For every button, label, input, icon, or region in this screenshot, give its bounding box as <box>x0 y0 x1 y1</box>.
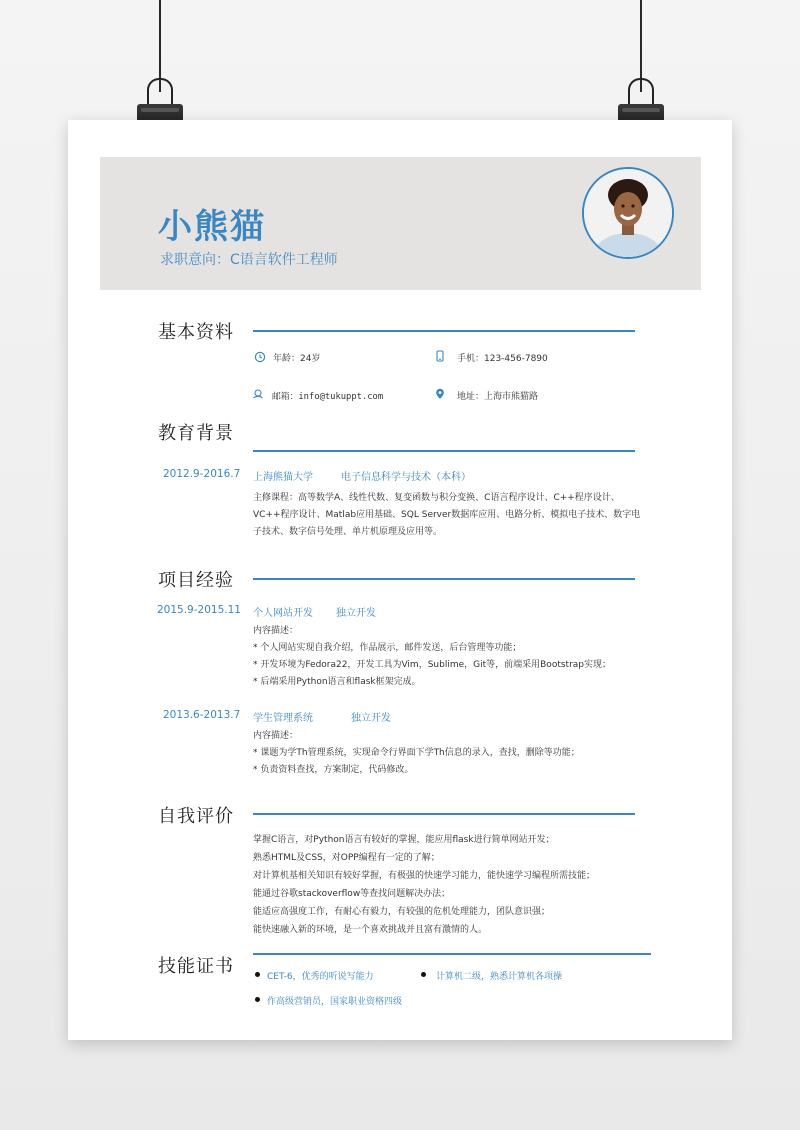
project-description-line: * 开发环境为Fedora22，开发工具为Vim，Sublime，Git等，前端采用Bootstrap实现； <box>253 660 611 670</box>
project-description-line: * 个人网站实现自我介绍，作品展示，邮件发送，后台管理等功能； <box>253 643 522 653</box>
phone-text: 手机：123-456-7890 <box>457 354 548 364</box>
section-divider-skills <box>253 953 651 955</box>
project-description-line: 内容描述： <box>253 731 299 741</box>
section-divider-education <box>253 450 635 452</box>
education-courses-line-3: 子技术、数字信号处理、单片机原理及应用等。 <box>253 527 443 537</box>
project-date: 2013.6-2013.7 <box>163 709 241 721</box>
address-text: 地址：上海市熊猫路 <box>457 392 539 402</box>
section-title-self-evaluation: 自我评价 <box>158 806 234 827</box>
resume-paper <box>68 120 732 1040</box>
project-role: 独立开发 <box>351 713 391 724</box>
project-name: 个人网站开发 <box>253 608 313 619</box>
project-description-line: * 课题为学Th管理系统，实现命令行界面下学Th信息的录入，查找，删除等功能； <box>253 748 580 758</box>
skill-bullet <box>421 972 426 977</box>
section-title-education: 教育背景 <box>158 423 234 444</box>
project-description-line: * 负责资料查找，方案制定，代码修改。 <box>253 765 414 775</box>
email-text: 邮箱：info@tukuppt.com <box>272 392 384 402</box>
project-date: 2015.9-2015.11 <box>157 604 241 616</box>
self-evaluation-line: 能适应高强度工作，有耐心有毅力，有较强的危机处理能力，团队意识强； <box>253 907 551 917</box>
section-divider-basic <box>253 330 635 332</box>
skill-item: 计算机二级，熟悉计算机各项操 <box>436 972 563 982</box>
email-icon <box>252 388 264 400</box>
education-courses-line-1: 主修课程：高等数学A、线性代数、复变函数与积分变换、C语言程序设计、C++程序设计、 <box>253 493 620 503</box>
project-description-line: * 后端采用Python语言和flask框架完成。 <box>253 677 421 687</box>
project-description-line: 内容描述： <box>253 626 299 636</box>
section-title-projects: 项目经验 <box>158 570 234 591</box>
section-title-basic: 基本资料 <box>158 322 234 343</box>
self-evaluation-line: 熟悉HTML及CSS，对OPP编程有一定的了解； <box>253 853 440 863</box>
section-title-skills: 技能证书 <box>158 956 234 977</box>
skill-bullet <box>255 997 260 1002</box>
skill-item: CET-6，优秀的听说写能力 <box>267 972 374 982</box>
self-evaluation-line: 能通过谷歌stackoverflow等查找问题解决办法； <box>253 889 451 899</box>
job-intent: 求职意向：C语言软件工程师 <box>160 252 338 268</box>
candidate-name: 小熊猫 <box>158 207 266 247</box>
clock-icon <box>254 351 266 363</box>
self-evaluation-line: 能快速融入新的环境，是一个喜欢挑战并且富有激情的人。 <box>253 925 488 935</box>
project-role: 独立开发 <box>336 608 376 619</box>
section-divider-self-evaluation <box>253 813 635 815</box>
self-evaluation-line: 掌握C语言，对Python语言有较好的掌握，能应用flask进行简单网站开发； <box>253 835 555 845</box>
education-major: 电子信息科学与技术（本科） <box>341 472 471 483</box>
education-school: 上海熊猫大学 <box>253 472 313 483</box>
self-evaluation-line: 对计算机基相关知识有较好掌握，有极强的快速学习能力，能快速学习编程所需技能； <box>253 871 596 881</box>
avatar-portrait-icon <box>584 169 672 257</box>
avatar <box>582 167 674 259</box>
section-divider-projects <box>253 578 635 580</box>
project-name: 学生管理系统 <box>253 713 313 724</box>
education-date: 2012.9-2016.7 <box>163 468 241 480</box>
age-text: 年龄：24岁 <box>273 354 321 364</box>
phone-icon <box>434 350 446 362</box>
location-pin-icon <box>434 388 446 400</box>
education-courses-line-2: VC++程序设计、Matlab应用基础、SQL Server数据库应用、电路分析、模拟电子技术、数字电 <box>253 510 641 520</box>
header-band <box>100 157 701 290</box>
skill-item: 作高级营销员，国家职业资格四级 <box>267 997 403 1007</box>
skill-bullet <box>255 972 260 977</box>
